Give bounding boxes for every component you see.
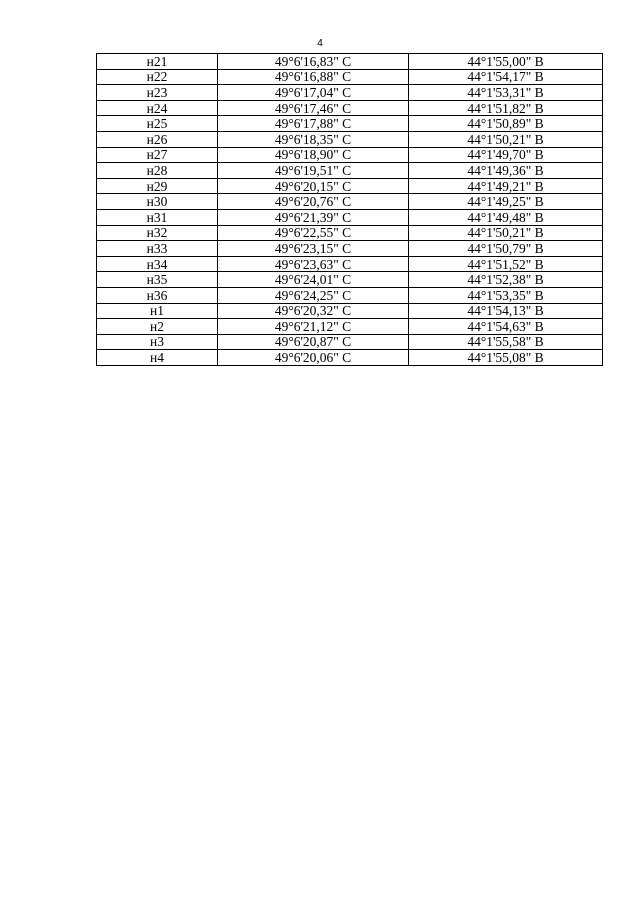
table-row bbox=[97, 54, 603, 70]
point-id-cell: н28 bbox=[97, 163, 218, 179]
table-row bbox=[97, 85, 603, 101]
latitude-cell: 49°6'17,04" С bbox=[218, 85, 409, 101]
longitude-cell: 44°1'54,13" В bbox=[409, 303, 603, 319]
longitude-cell: 44°1'50,21" В bbox=[409, 131, 603, 147]
longitude-cell: 44°1'50,21" В bbox=[409, 225, 603, 241]
longitude-cell: 44°1'49,70" В bbox=[409, 147, 603, 163]
latitude-cell: 49°6'20,76" С bbox=[218, 194, 409, 210]
table-row bbox=[97, 209, 603, 225]
table-row bbox=[97, 163, 603, 179]
table-row bbox=[97, 194, 603, 210]
point-id-cell: н24 bbox=[97, 100, 218, 116]
latitude-cell: 49°6'21,12" С bbox=[218, 319, 409, 335]
latitude-cell: 49°6'20,15" С bbox=[218, 178, 409, 194]
latitude-cell: 49°6'20,32" С bbox=[218, 303, 409, 319]
longitude-cell: 44°1'49,48" В bbox=[409, 209, 603, 225]
longitude-cell: 44°1'55,58" В bbox=[409, 334, 603, 350]
table-row bbox=[97, 334, 603, 350]
table-row bbox=[97, 303, 603, 319]
table-row bbox=[97, 225, 603, 241]
point-id-cell: н27 bbox=[97, 147, 218, 163]
latitude-cell: 49°6'22,55" С bbox=[218, 225, 409, 241]
longitude-cell: 44°1'50,79" В bbox=[409, 241, 603, 257]
table-row bbox=[97, 287, 603, 303]
longitude-cell: 44°1'54,17" В bbox=[409, 69, 603, 85]
point-id-cell: н4 bbox=[97, 350, 218, 366]
longitude-cell: 44°1'49,25" В bbox=[409, 194, 603, 210]
longitude-cell: 44°1'51,52" В bbox=[409, 256, 603, 272]
point-id-cell: н21 bbox=[97, 54, 218, 70]
point-id-cell: н34 bbox=[97, 256, 218, 272]
coordinates-table-body bbox=[97, 54, 603, 366]
point-id-cell: н32 bbox=[97, 225, 218, 241]
latitude-cell: 49°6'23,15" С bbox=[218, 241, 409, 257]
longitude-cell: 44°1'53,31" В bbox=[409, 85, 603, 101]
latitude-cell: 49°6'24,01" С bbox=[218, 272, 409, 288]
longitude-cell: 44°1'51,82" В bbox=[409, 100, 603, 116]
latitude-cell: 49°6'17,46" С bbox=[218, 100, 409, 116]
table-row bbox=[97, 147, 603, 163]
table-row bbox=[97, 256, 603, 272]
point-id-cell: н31 bbox=[97, 209, 218, 225]
point-id-cell: н23 bbox=[97, 85, 218, 101]
point-id-cell: н2 bbox=[97, 319, 218, 335]
coordinates-table bbox=[96, 53, 603, 366]
latitude-cell: 49°6'21,39" С bbox=[218, 209, 409, 225]
table-row bbox=[97, 178, 603, 194]
longitude-cell: 44°1'52,38" В bbox=[409, 272, 603, 288]
latitude-cell: 49°6'24,25" С bbox=[218, 287, 409, 303]
latitude-cell: 49°6'16,88" С bbox=[218, 69, 409, 85]
longitude-cell: 44°1'54,63" В bbox=[409, 319, 603, 335]
point-id-cell: н29 bbox=[97, 178, 218, 194]
table-row bbox=[97, 116, 603, 132]
table-row bbox=[97, 100, 603, 116]
point-id-cell: н36 bbox=[97, 287, 218, 303]
longitude-cell: 44°1'55,00" В bbox=[409, 54, 603, 70]
point-id-cell: н26 bbox=[97, 131, 218, 147]
latitude-cell: 49°6'23,63" С bbox=[218, 256, 409, 272]
table-row bbox=[97, 272, 603, 288]
point-id-cell: н35 bbox=[97, 272, 218, 288]
page-number: 4 bbox=[317, 38, 323, 49]
table-row bbox=[97, 319, 603, 335]
longitude-cell: 44°1'49,21" В bbox=[409, 178, 603, 194]
point-id-cell: н33 bbox=[97, 241, 218, 257]
latitude-cell: 49°6'20,87" С bbox=[218, 334, 409, 350]
latitude-cell: 49°6'18,90" С bbox=[218, 147, 409, 163]
latitude-cell: 49°6'17,88" С bbox=[218, 116, 409, 132]
table-row bbox=[97, 350, 603, 366]
point-id-cell: н3 bbox=[97, 334, 218, 350]
table-row bbox=[97, 69, 603, 85]
table-row bbox=[97, 241, 603, 257]
latitude-cell: 49°6'19,51" С bbox=[218, 163, 409, 179]
point-id-cell: н30 bbox=[97, 194, 218, 210]
table-row bbox=[97, 131, 603, 147]
longitude-cell: 44°1'49,36" В bbox=[409, 163, 603, 179]
point-id-cell: н1 bbox=[97, 303, 218, 319]
point-id-cell: н22 bbox=[97, 69, 218, 85]
longitude-cell: 44°1'53,35" В bbox=[409, 287, 603, 303]
latitude-cell: 49°6'16,83" С bbox=[218, 54, 409, 70]
point-id-cell: н25 bbox=[97, 116, 218, 132]
latitude-cell: 49°6'18,35" С bbox=[218, 131, 409, 147]
longitude-cell: 44°1'50,89" В bbox=[409, 116, 603, 132]
latitude-cell: 49°6'20,06" С bbox=[218, 350, 409, 366]
longitude-cell: 44°1'55,08" В bbox=[409, 350, 603, 366]
